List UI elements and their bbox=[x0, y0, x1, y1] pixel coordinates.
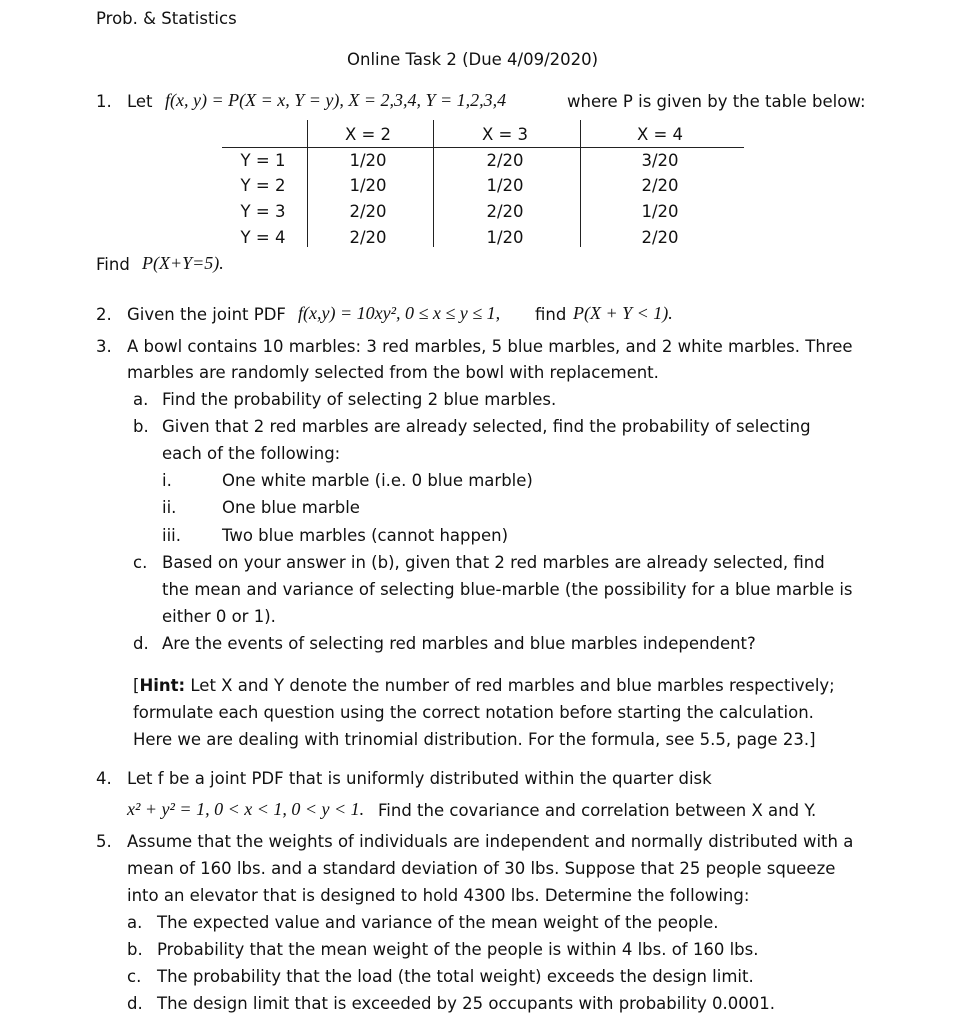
q5-item-text: Probability that the mean weight of the people is within 4 lbs. of 160 lbs. bbox=[157, 940, 759, 959]
q2-text-a: Given the joint PDF bbox=[127, 305, 286, 324]
table-cell: 1/20 bbox=[486, 228, 524, 247]
q3b-item-label: ii. bbox=[162, 498, 177, 517]
hint-line2: formulate each question using the correct notation before starting the calculation. bbox=[133, 703, 814, 722]
table-cell: 2/20 bbox=[641, 176, 679, 195]
q5-item-text: The probability that the load (the total weight) exceeds the design limit. bbox=[157, 967, 754, 986]
q3-line2: marbles are randomly selected from the bowl with replacement. bbox=[127, 363, 659, 382]
q2-number: 2. bbox=[96, 305, 112, 324]
q5-line1: Assume that the weights of individuals are independent and normally distributed with a bbox=[127, 832, 854, 851]
row-label-y4: Y = 4 bbox=[240, 228, 286, 247]
q5-item-label: a. bbox=[127, 913, 143, 932]
q5-item-label: b. bbox=[127, 940, 143, 959]
hint-text-1: Let X and Y denote the number of red marbles and blue marbles respectively; bbox=[190, 676, 835, 695]
q5-number: 5. bbox=[96, 832, 112, 851]
row-label-y1: Y = 1 bbox=[240, 151, 286, 170]
q3b-label: b. bbox=[133, 417, 149, 436]
q3d-text: Are the events of selecting red marbles and blue marbles independent? bbox=[162, 634, 756, 653]
q3c-line1: Based on your answer in (b), given that 2 red marbles are already selected, find bbox=[162, 553, 825, 572]
q3b-item-text: One white marble (i.e. 0 blue marble) bbox=[222, 471, 533, 490]
q3-line1: A bowl contains 10 marbles: 3 red marbles, 5 blue marbles, and 2 white marbles. Three bbox=[127, 337, 853, 356]
table-cell: 1/20 bbox=[349, 176, 387, 195]
q3b-line2: each of the following: bbox=[162, 444, 341, 463]
q5-line3: into an elevator that is designed to hold 4300 lbs. Determine the following: bbox=[127, 886, 750, 905]
q3b-item-text: One blue marble bbox=[222, 498, 360, 517]
q1-let: Let bbox=[127, 92, 153, 111]
q3b-item-text: Two blue marbles (cannot happen) bbox=[222, 526, 509, 545]
col-header-x4: X = 4 bbox=[636, 125, 684, 144]
q2-formula: f(x,y) = 10xy², 0 ≤ x ≤ y ≤ 1, bbox=[298, 303, 501, 323]
q1-rest: where P is given by the table below: bbox=[567, 92, 866, 111]
table-cell: 1/20 bbox=[349, 151, 387, 170]
q5-item-text: The design limit that is exceeded by 25 occupants with probability 0.0001. bbox=[157, 994, 775, 1013]
q3d-label: d. bbox=[133, 634, 149, 653]
table-cell: 1/20 bbox=[641, 202, 679, 221]
course-header: Prob. & Statistics bbox=[96, 9, 237, 28]
q3c-label: c. bbox=[133, 553, 148, 572]
q3b-item-label: i. bbox=[162, 471, 172, 490]
q3a-label: a. bbox=[133, 390, 149, 409]
hint-line1 bbox=[133, 676, 835, 695]
q2-text-b: find bbox=[535, 305, 567, 324]
q2-formula2: P(X + Y < 1). bbox=[573, 303, 673, 323]
q5-item-label: c. bbox=[127, 967, 142, 986]
hint-line3: Here we are dealing with trinomial distribution. For the formula, see 5.5, page 23.] bbox=[133, 730, 816, 749]
q3-number: 3. bbox=[96, 337, 112, 356]
table-divider-2 bbox=[433, 120, 434, 247]
q1-number: 1. bbox=[96, 92, 112, 111]
q3b-line1: Given that 2 red marbles are already selected, find the probability of selecting bbox=[162, 417, 811, 436]
q1-formula: f(x, y) = P(X = x, Y = y), X = 2,3,4, Y = 1,2,3,4 bbox=[165, 90, 507, 110]
q5-item-label: d. bbox=[127, 994, 143, 1013]
q1-find-formula: P(X+Y=5). bbox=[142, 253, 224, 273]
hint-bracket: [ bbox=[133, 676, 140, 695]
task-title: Online Task 2 (Due 4/09/2020) bbox=[347, 50, 599, 69]
table-divider-3 bbox=[580, 120, 581, 247]
row-label-y2: Y = 2 bbox=[240, 176, 286, 195]
table-cell: 2/20 bbox=[349, 202, 387, 221]
q5-line2: mean of 160 lbs. and a standard deviation of 30 lbs. Suppose that 25 people squeeze bbox=[127, 859, 836, 878]
table-cell: 2/20 bbox=[486, 202, 524, 221]
table-cell: 2/20 bbox=[486, 151, 524, 170]
q5-item-text: The expected value and variance of the mean weight of the people. bbox=[157, 913, 719, 932]
q4-number: 4. bbox=[96, 769, 112, 788]
q3b-item-label: iii. bbox=[162, 526, 181, 545]
q3a-text: Find the probability of selecting 2 blue marbles. bbox=[162, 390, 557, 409]
q4-formula: x² + y² = 1, 0 < x < 1, 0 < y < 1. bbox=[127, 799, 365, 819]
table-cell: 1/20 bbox=[486, 176, 524, 195]
table-cell: 2/20 bbox=[349, 228, 387, 247]
col-header-x2: X = 2 bbox=[344, 125, 392, 144]
table-cell: 3/20 bbox=[641, 151, 679, 170]
q4-line2: Find the covariance and correlation between X and Y. bbox=[378, 801, 817, 820]
row-label-y3: Y = 3 bbox=[240, 202, 286, 221]
q1-find: Find bbox=[96, 255, 130, 274]
q3c-line3: either 0 or 1). bbox=[162, 607, 276, 626]
table-divider-1 bbox=[307, 120, 308, 247]
q4-line1: Let f be a joint PDF that is uniformly distributed within the quarter disk bbox=[127, 769, 712, 788]
q3c-line2: the mean and variance of selecting blue-marble (the possibility for a blue marble is bbox=[162, 580, 853, 599]
table-header-rule bbox=[222, 147, 744, 148]
table-cell: 2/20 bbox=[641, 228, 679, 247]
col-header-x3: X = 3 bbox=[481, 125, 529, 144]
hint-label: Hint: bbox=[139, 676, 186, 695]
